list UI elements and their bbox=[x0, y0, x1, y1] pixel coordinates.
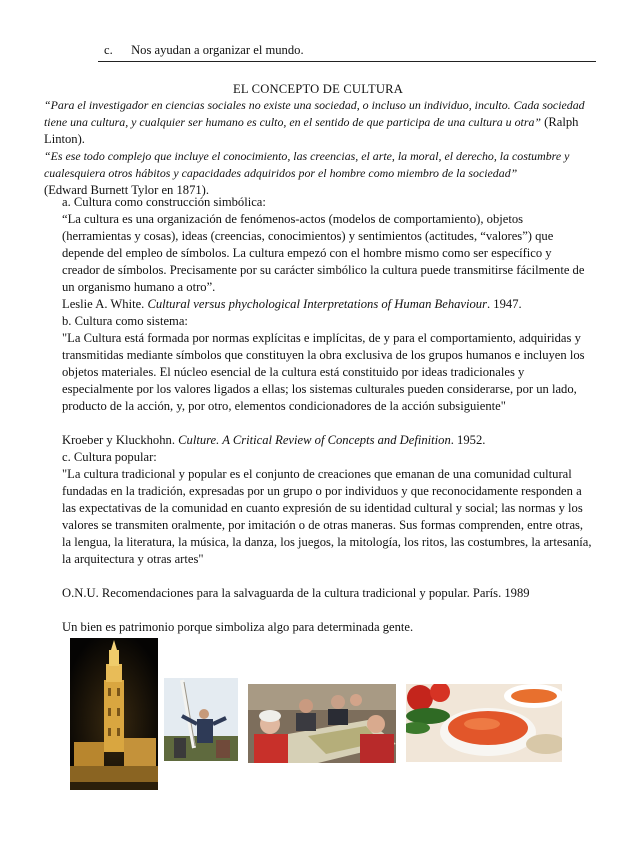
section-b-quote: "La Cultura está formada por normas explícitas e implícitas, de y para el comportamiento, adquiridas y transmitidas mediante símbolos que constituyen la obra exclusiva de los grupos humanos e incluyen los objetos materiales. El núcleo esencial de la cultura está constituido por ideas tradicionales y especialmente por los valores ligados a ellas; los sistemas culturales pueden considerarse, por un lado, producto de la acción, y, por otro, elementos condicionadores de la acción subsiguiente" bbox=[62, 331, 585, 413]
horizontal-rule bbox=[98, 61, 596, 62]
citation-author: Leslie A. White. bbox=[62, 297, 148, 311]
elderly-group-crafts-photo bbox=[248, 684, 396, 763]
section-c-source: O.N.U. Recomendaciones para la salvaguarda de la cultura tradicional y popular. París. 1989 bbox=[62, 586, 530, 600]
section-a-quote: “La cultura es una organización de fenómenos-actos (modelos de comportamiento), objetos (herramientas y cosas), ideas (creencias, conocimientos) y sentimientos (actitudes, “valores”) que depende del empleo de símbolos. La cultura empezó con el hombre mismo como ser específico y creador de símbolos. Precisamente por su carácter simbólico la cultura puede transmitirse fácilmente de un organismo humano a otro”. bbox=[62, 212, 585, 294]
gazpacho-bowl-photo bbox=[406, 684, 562, 762]
citation-work: Cultural versus phychological Interpretations of Human Behaviour bbox=[147, 297, 487, 311]
section-c-heading: c. Cultura popular: bbox=[62, 450, 157, 464]
quote-text: “Para el investigador en ciencias sociales no existe una sociedad, o incluso un individuo, inculto. Cada sociedad tiene una cultura, y cualquier ser humano es culto, en el sentido de que participa de una cultura u otra” bbox=[44, 98, 585, 129]
citation-year: . 1947. bbox=[487, 297, 522, 311]
quote-author: (Edward Burnett Tylor en 1871). bbox=[44, 183, 210, 197]
section-a-heading: a. Cultura como construcción simbólica: bbox=[62, 195, 266, 209]
giralda-tower-night-photo bbox=[70, 638, 158, 790]
section-b-citation bbox=[62, 432, 485, 449]
quote-tylor bbox=[44, 148, 596, 199]
page-title: EL CONCEPTO DE CULTURA bbox=[232, 82, 404, 96]
citation-work: Culture. A Critical Review of Concepts and Definition bbox=[178, 433, 451, 447]
list-item-c bbox=[104, 42, 304, 59]
closing-statement: Un bien es patrimonio porque simboliza algo para determinada gente. bbox=[62, 620, 414, 634]
list-item-text: Nos ayudan a organizar el mundo. bbox=[131, 43, 304, 57]
list-marker: c. bbox=[104, 43, 113, 57]
quote-author: (Ralph Linton). bbox=[44, 115, 579, 146]
quote-text: “Es ese todo complejo que incluye el conocimiento, las creencias, el arte, la moral, el derecho, la costumbre y cualesquiera otros hábitos y capacidades adquiridos por el hombre como miembro de la sociedad” bbox=[44, 149, 570, 180]
citation-year: . 1952. bbox=[450, 433, 486, 447]
section-c-quote: "La cultura tradicional y popular es el conjunto de creaciones que emanan de una comunidad cultural fundadas en la tradición, expresadas por un grupo o por individuos y que reconocidamente responden a las expectativas de la comunidad en cuanto expresión de su identidad cultural y social; las normas y los valores se transmiten oralmente, por imitación o de otras maneras. Sus formas comprenden, entre otras, la lengua, la literatura, la música, la danza, los juegos, la mitología, los ritos, las costumbres, la artesanía, la arquitectura y otras artes" bbox=[62, 467, 592, 566]
folk-procession-photo bbox=[164, 678, 238, 761]
quote-linton bbox=[44, 97, 596, 148]
citation-author: Kroeber y Kluckhohn. bbox=[62, 433, 179, 447]
section-a-citation bbox=[62, 296, 522, 313]
section-b-heading: b. Cultura como sistema: bbox=[62, 314, 188, 328]
